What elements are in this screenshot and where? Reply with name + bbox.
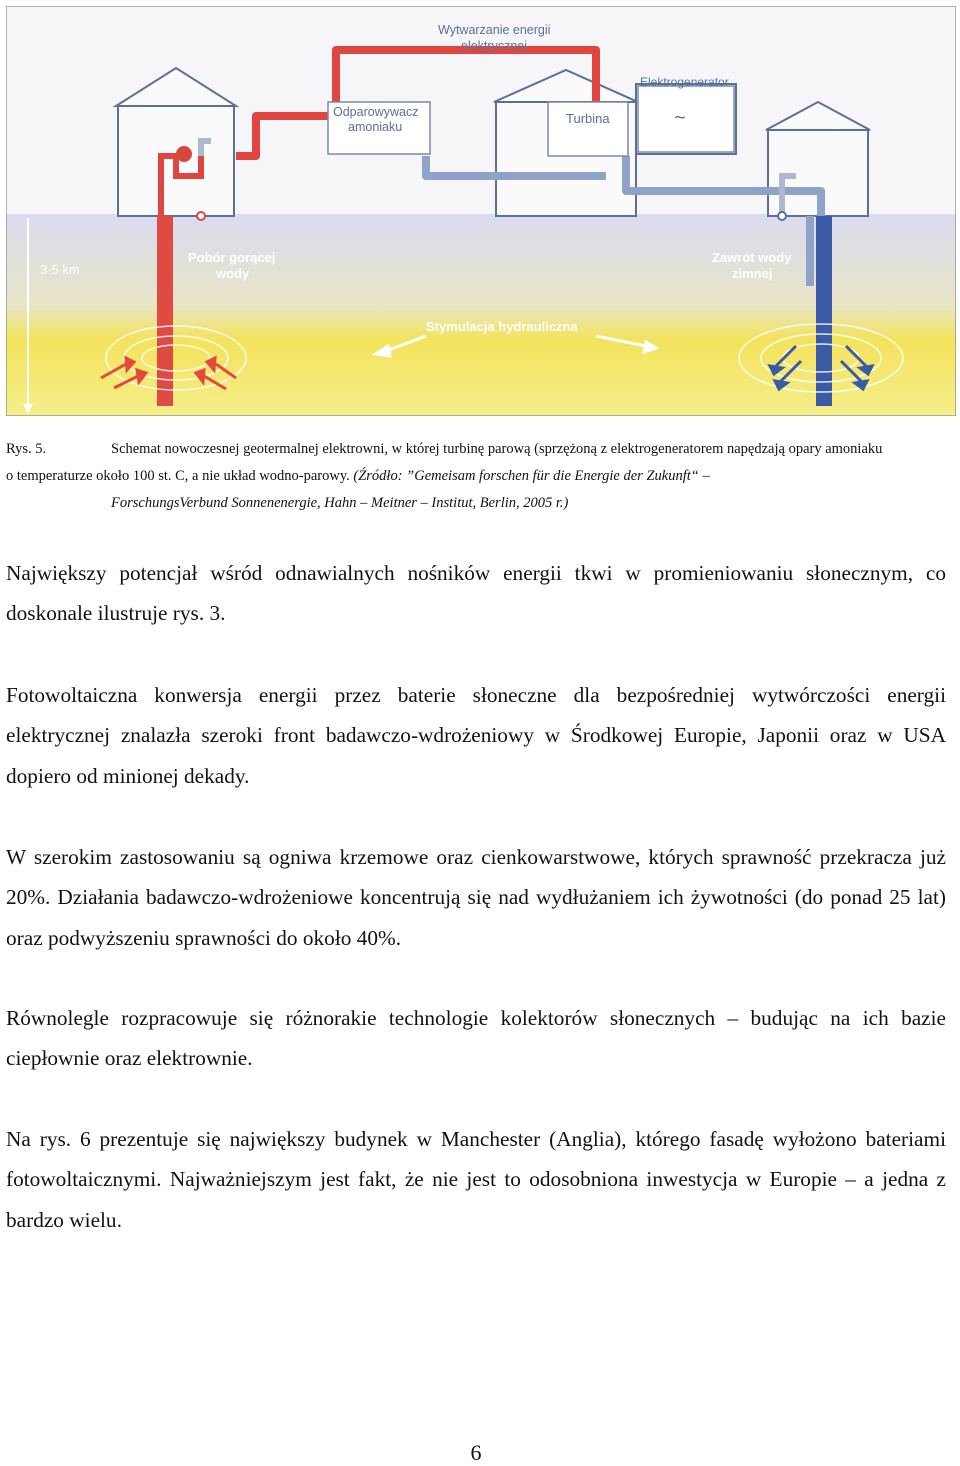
label-generator: Elektrogenerator [640,75,729,89]
caption-text-second: o temperaturze około 100 st. C, a nie układ wodno-parowy. [6,468,350,484]
label-hot-intake-1: Pobór gorącej [188,250,276,265]
label-cold-return-1: Zawrót wody [712,250,792,265]
generator-box [638,86,734,152]
label-evaporator-2: amoniaku [348,120,403,134]
cold-well [816,216,832,406]
caption-text-first: Schemat nowoczesnej geotermalnej elektrowni, w której turbinę parową (sprzężoną z elektrogeneratorem napędzają opary amoniaku [111,441,883,457]
paragraph-solar-collectors: Równolegle rozpracowuje się różnorakie technologie kolektorów słonecznych – budując na ich bazie ciepłownie oraz elektrownie. [6,1006,946,1071]
label-power-generation-2: elektrycznej [461,39,527,53]
paragraph-cell-efficiency: W szerokim zastosowaniu są ogniwa krzemowe oraz cienkowarstwowe, których sprawność przekracza już 20%. Działania badawczo-wdrożeniowe koncentrują się nad wydłużaniem ich żywotności (do ponad 25 lat) oraz podwyższeniu sprawności do około 40%. [6,845,946,950]
label-hydraulic-stimulation: Stymulacja hydrauliczna [426,319,578,334]
label-turbine: Turbina [566,111,610,126]
paragraph-manchester-building: Na rys. 6 prezentuje się największy budynek w Manchester (Anglia), którego fasadę wyłożono bateriami fotowoltaicznymi. Najważniejszym jest fakt, że nie jest to odosobniona inwestycja w Europie – a jedna z bardzo wielu. [6,1127,946,1232]
label-depth: 3-5 km [40,262,80,277]
paragraph-photovoltaic-conversion: Fotowoltaiczna konwersja energii przez baterie słoneczne dla bezpośredniej wytwórczości energii elektrycznej znalazła szeroki front badawczo-wdrożeniowy w Środkowej Europie, Japonii oraz w USA dopiero od minionej dekady. [6,683,946,788]
geothermal-plant-diagram [6,6,956,416]
label-evaporator-1: Odparowywacz [333,105,419,119]
generator-symbol: ~ [674,107,686,129]
label-hot-intake-2: wody [216,266,250,281]
hot-well [157,216,173,406]
caption-source-second: ForschungsVerbund Sonnenenergie, Hahn – Meitner – Institut, Berlin, 2005 r.) [111,495,569,511]
caption-number: Rys. 5. [6,441,47,457]
caption-source-first: (Źródło: ”Gemeisam forschen für die Energie der Zukunft“ – [353,468,710,484]
page-number: 6 [470,1440,482,1465]
label-cold-return-2: zimnej [732,266,773,281]
label-power-generation-1: Wytwarzanie energii [438,23,551,37]
paragraph-solar-potential: Największy potencjał wśród odnawialnych nośników energii tkwi w promieniowaniu słonecznym, co doskonale ilustruje rys. 3. [6,561,946,626]
